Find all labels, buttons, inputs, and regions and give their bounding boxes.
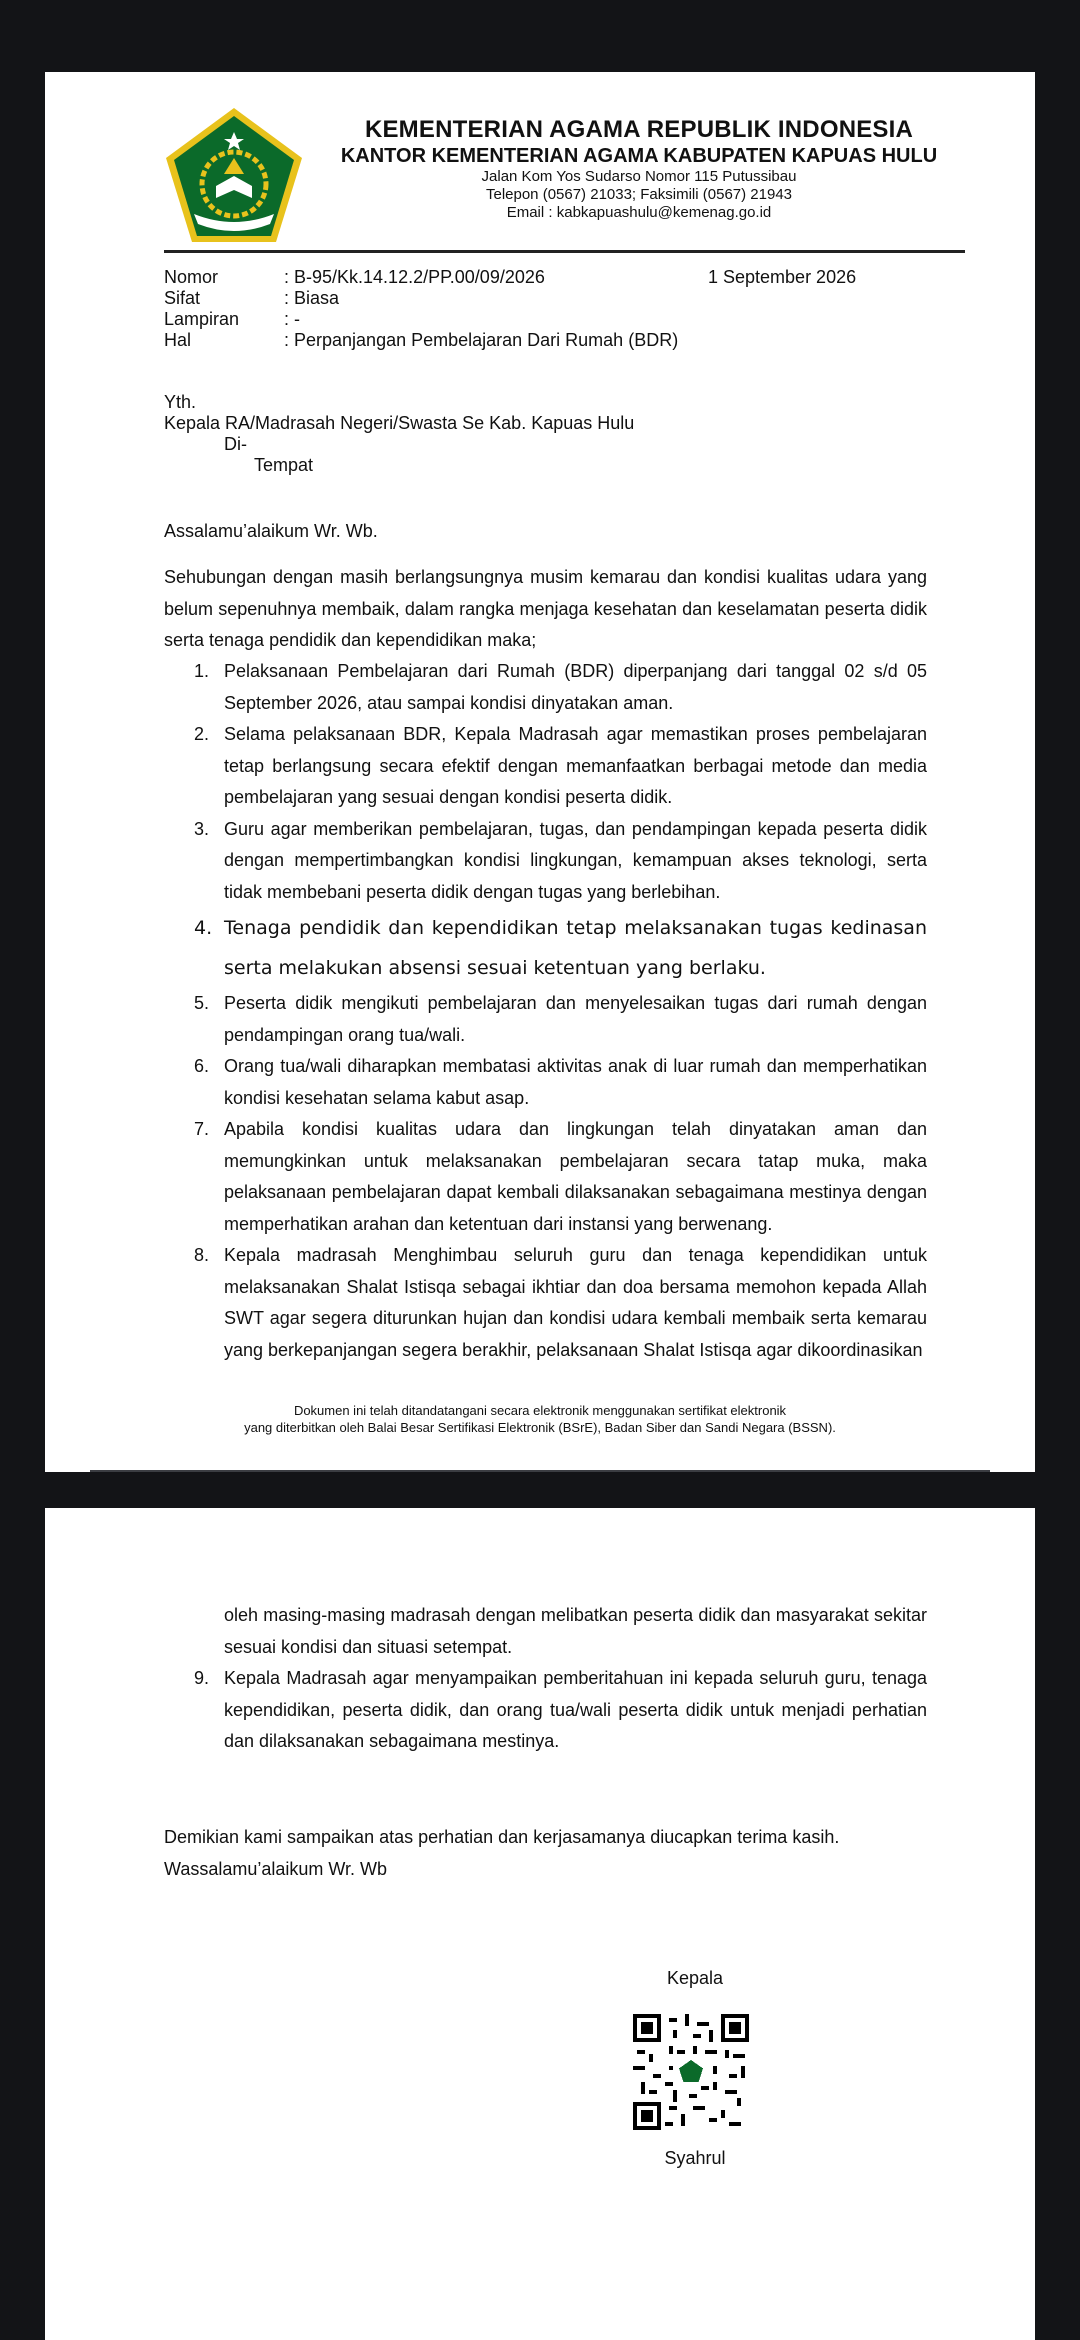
meta-value: : Biasa [284,288,340,308]
meta-label: Nomor [164,267,219,287]
meta-label: Hal [164,330,192,350]
list-number: 4. [194,917,213,939]
meta-nomor [164,267,965,288]
greeting: Assalamu’alaikum Wr. Wb. [164,521,378,541]
list-text: Apabila kondisi kualitas udara dan lingkungan telah dinyatakan aman dan memungkinkan untuk melaksanakan pembelajaran secara tatap muka, maka pelaksanaan pembelajaran dapat kembali dilaksanakan sebagaimana mestinya dengan memperhatikan arahan dan ketentuan dari instansi yang berwenang. [224,1119,927,1234]
list-text: Tenaga pendidik dan kependidikan tetap melaksanakan tugas kedinasan serta melakukan absensi sesuai ketentuan yang berlaku. [224,917,927,979]
list-text: Orang tua/wali diharapkan membatasi aktivitas anak di luar rumah dan memperhatikan kondisi kesehatan selama kabut asap. [224,1056,927,1108]
list-item [164,719,927,814]
closing-salutation: Wassalamu’alaikum Wr. Wb [164,1858,388,1879]
intro-paragraph: Sehubungan dengan masih berlangsungnya musim kemarau dan kondisi kualitas udara yang belum sepenuhnya membaik, dalam rangka menjaga kesehatan dan keselamatan peserta didik serta tenaga pendidik dan kependidikan maka; [164,567,927,650]
recipient-name: Kepala RA/Madrasah Negeri/Swasta Se Kab. Kapuas Hulu [164,413,635,433]
office-name: KANTOR KEMENTERIAN AGAMA KABUPATEN KAPUAS HULU [340,145,938,167]
list-item [164,1240,927,1366]
list-item [164,656,927,719]
footnote-line: yang diterbitkan oleh Balai Besar Sertifikasi Elektronik (BSrE), Badan Siber dan Sandi Negara (BSSN). [244,1420,836,1435]
meta-value: : - [284,309,300,329]
list-text: Peserta didik mengikuti pembelajaran dan menyelesaikan tugas dari rumah dengan pendampingan orang tua/wali. [224,993,927,1045]
closing-line: Demikian kami sampaikan atas perhatian dan kerjasamanya diucapkan terima kasih. [164,1827,840,1847]
list-item [164,1051,927,1114]
list-number: 8. [194,1245,210,1265]
list-item [164,1114,927,1240]
meta-sifat [164,288,965,309]
recipient-di: Di- [224,434,247,454]
list-text: Kepala Madrasah agar menyampaikan pemberitahuan ini kepada seluruh guru, tenaga kependidikan, peserta didik, dan orang tua/wali peserta didik untuk menjadi perhatian dan dilaksanakan sebagaimana mestinya. [224,1668,927,1751]
list-item [164,814,927,909]
office-phone: Telepon (0567) 21033; Faksimili (0567) 21943 [485,186,793,203]
list-text: Kepala madrasah Menghimbau seluruh guru dan tenaga kependidikan untuk melaksanakan Shalat Istisqa sebagai ikhtiar dan doa bersama memohon kepada Allah SWT agar segera diturunkan hujan dan kondisi udara kembali membaik serta kemarau yang berkepanjangan segera berakhir, pelaksanaan Shalat Istisqa agar dikoordinasikan [224,1245,927,1360]
list-number: 1. [194,661,210,681]
recipient-place: Tempat [254,455,314,475]
list-number: 7. [194,1119,210,1139]
instruction-list-continued [164,1663,927,1758]
list-item [164,988,927,1051]
meta-label: Sifat [164,288,201,308]
ministry-name: KEMENTERIAN AGAMA REPUBLIK INDONESIA [364,116,914,143]
recipient-block [164,392,634,476]
page-separator [90,1470,990,1472]
list-number: 5. [194,993,210,1013]
document-page-2 [45,1508,1035,2340]
letterhead [164,106,965,246]
meta-lampiran [164,309,965,330]
list-item [164,1663,927,1758]
kemenag-logo-icon [164,106,304,246]
letter-meta [164,267,965,351]
item-8-continuation: oleh masing-masing madrasah dengan melibatkan peserta didik dan masyarakat sekitar sesuai kondisi dan situasi setempat. [224,1605,927,1657]
letter-date: 1 September 2026 [708,267,857,287]
instruction-list [164,656,927,1366]
list-item [164,908,927,988]
qr-code-icon [633,2014,749,2130]
office-email: Email : kabkapuashulu@kemenag.go.id [506,204,772,221]
list-number: 6. [194,1056,210,1076]
header-divider [164,250,965,253]
meta-label: Lampiran [164,309,240,329]
signatory-name: Syahrul [664,2148,726,2168]
document-page-1 [45,72,1035,1472]
meta-hal [164,330,965,351]
list-text: Pelaksanaan Pembelajaran dari Rumah (BDR) diperpanjang dari tanggal 02 s/d 05 September 2026, atau sampai kondisi dinyatakan aman. [224,661,927,713]
list-text: Guru agar memberikan pembelajaran, tugas, dan pendampingan kepada peserta didik dengan mempertimbangkan kondisi lingkungan, kemampuan akses teknologi, serta tidak membebani peserta didik dengan tugas yang berlebihan. [224,818,927,902]
office-address: Jalan Kom Yos Sudarso Nomor 115 Putussibau [481,168,797,185]
footnote-line: Dokumen ini telah ditandatangani secara elektronik menggunakan sertifikat elektronik [293,1403,787,1418]
recipient-salutation: Yth. [164,392,197,412]
list-number: 3. [194,818,210,839]
list-text: Selama pelaksanaan BDR, Kepala Madrasah agar memastikan proses pembelajaran tetap berlangsung secara efektif dengan memanfaatkan berbagai metode dan media pembelajaran yang sesuai dengan kondisi peserta didik. [224,724,927,807]
closing-block [164,1822,839,1885]
list-number: 2. [194,724,210,744]
list-number: 9. [194,1668,210,1688]
meta-value: : Perpanjangan Pembelajaran Dari Rumah (BDR) [284,330,679,350]
e-signature-note [45,1402,1035,1436]
letterhead-text [314,116,964,222]
signatory-title: Kepala [666,1968,724,1988]
meta-value: : B-95/Kk.14.12.2/PP.00/09/2026 [284,267,545,287]
